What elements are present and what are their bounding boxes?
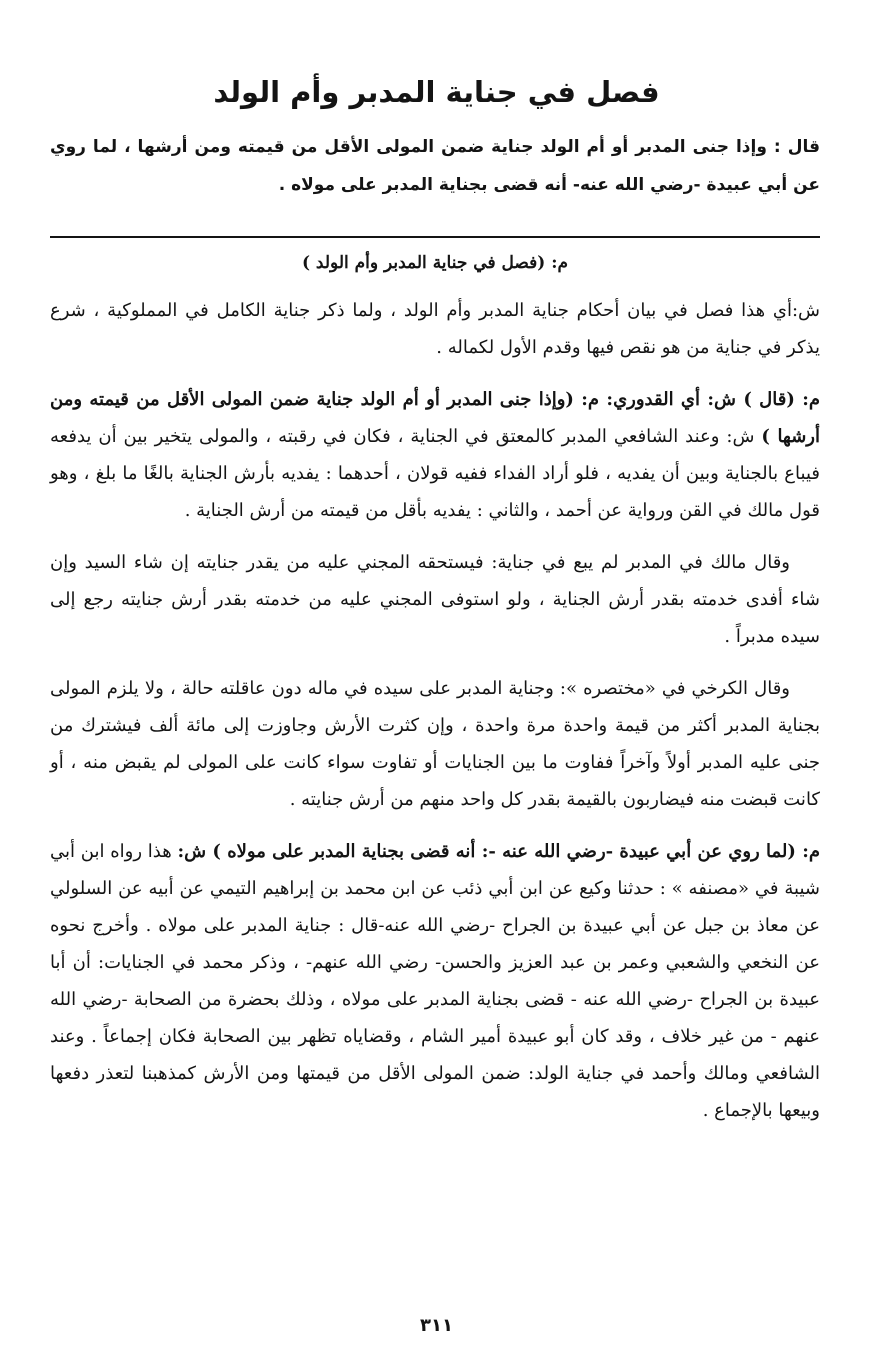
main-text: قال : وإذا جنى المدبر أو أم الولد جناية ضمن المولى الأقل من قيمته ومن أرشها ، لما روي عن أبي عبيدة -رضي الله عنه- أنه قضى بجناية المدبر على مولاه .	[50, 137, 820, 195]
divider-line	[50, 236, 820, 238]
commentary-paragraph-5	[50, 833, 820, 1129]
commentary-paragraph-4: وقال الكرخي في «مختصره »: وجناية المدبر على سيده في ماله دون عاقلته حالة ، ولا يلزم المولى بجناية المدبر أكثر من قيمة واحدة مرة واحدة ، وإن كثرت الأرش وجاوزت إلى مائة ألف فيشترك من جنى عليه المدبر أولاً وآخراً ففاوت ما بين الجنايات أو تفاوت سواء كانت على المولى لم يقبض منه ، أو كانت قبضت منه فيضاربون بالقيمة بقدر كل واحد منهم من أرش جنايته .	[50, 678, 820, 810]
commentary	[50, 245, 820, 1144]
paragraph-text: هذا رواه ابن أبي شيبة في «مصنفه » : حدثنا وكيع عن ابن أبي ذئب عن ابن محمد بن إبراهيم التيمي عن أبيه عن السلولي عن معاذ بن جبل عن أبي عبيدة بن الجراح -رضي الله عنه-قال : جناية المدبر على مولاه . وأخرج نحوه عن النخعي والشعبي وعمر بن عبد العزيز والحسن- رضي الله عنهم- ، وذكر محمد في الجنايات: أن أبا عبيدة بن الجراح -رضي الله عنه - قضى بجناية المدبر على مولاه ، وذلك بحضرة من الصحابة -رضي الله عنهم - من غير خلاف ، وقد كان أبو عبيدة أمير الشام ، وقضاياه تظهر بين الصحابة فكان إجماعاً . وعند الشافعي ومالك وأحمد في جناية الولد: ضمن المولى الأقل من قيمتها ومن الأرش كمذهبنا لتعذر دفعها وبيعها بالإجماع .	[50, 841, 820, 1121]
paragraph-text: ش: وعند الشافعي المدبر كالمعتق في الجناية ، فكان في رقبته ، والمولى يتخير بين أن يدفعه فيباع بالجناية وبين أن يفديه ، فلو أراد الفداء ففيه قولان ، أحدهما : يفديه بأرش الجناية بالغًا ما بلغ ، وهو قول مالك في القن ورواية عن أحمد ، والثاني : يفديه بأقل من قيمته من أرش الجناية .	[50, 426, 820, 521]
quoted-matn: م: (قال ) ش: أي القدوري: م: (وإذا جنى المدبر أو أم الولد جناية ضمن المولى الأقل من قيمته ومن أرشها )	[50, 389, 820, 447]
commentary-paragraph-3: وقال مالك في المدبر لم يبع في جناية: فيستحقه المجني عليه من يقدر جنايته إن شاء السيد وإن شاء أفدى خدمته بقدر أرش الجناية ، ولو استوفى المجني عليه من خدمته بقدر أرش جنايته رجع إلى سيده مدبراً .	[50, 552, 820, 647]
commentary-paragraph-1: ش:أي هذا فصل في بيان أحكام جناية المدبر وأم الولد ، ولما ذكر جناية الكامل في المملوكية ، شرع يذكر في جناية من هو نقص فيها وقدم الأول لكماله .	[50, 300, 820, 358]
chapter-title: فصل في جناية المدبر وأم الولد	[213, 75, 660, 109]
commentary-paragraph-2	[50, 381, 820, 529]
commentary-subheading: م: (فصل في جناية المدبر وأم الولد )	[301, 253, 569, 273]
quoted-matn: م: (لما روي عن أبي عبيدة -رضي الله عنه -: أنه قضى بجناية المدبر على مولاه ) ش:	[177, 841, 820, 862]
page-number: ٣١١	[420, 1315, 453, 1336]
